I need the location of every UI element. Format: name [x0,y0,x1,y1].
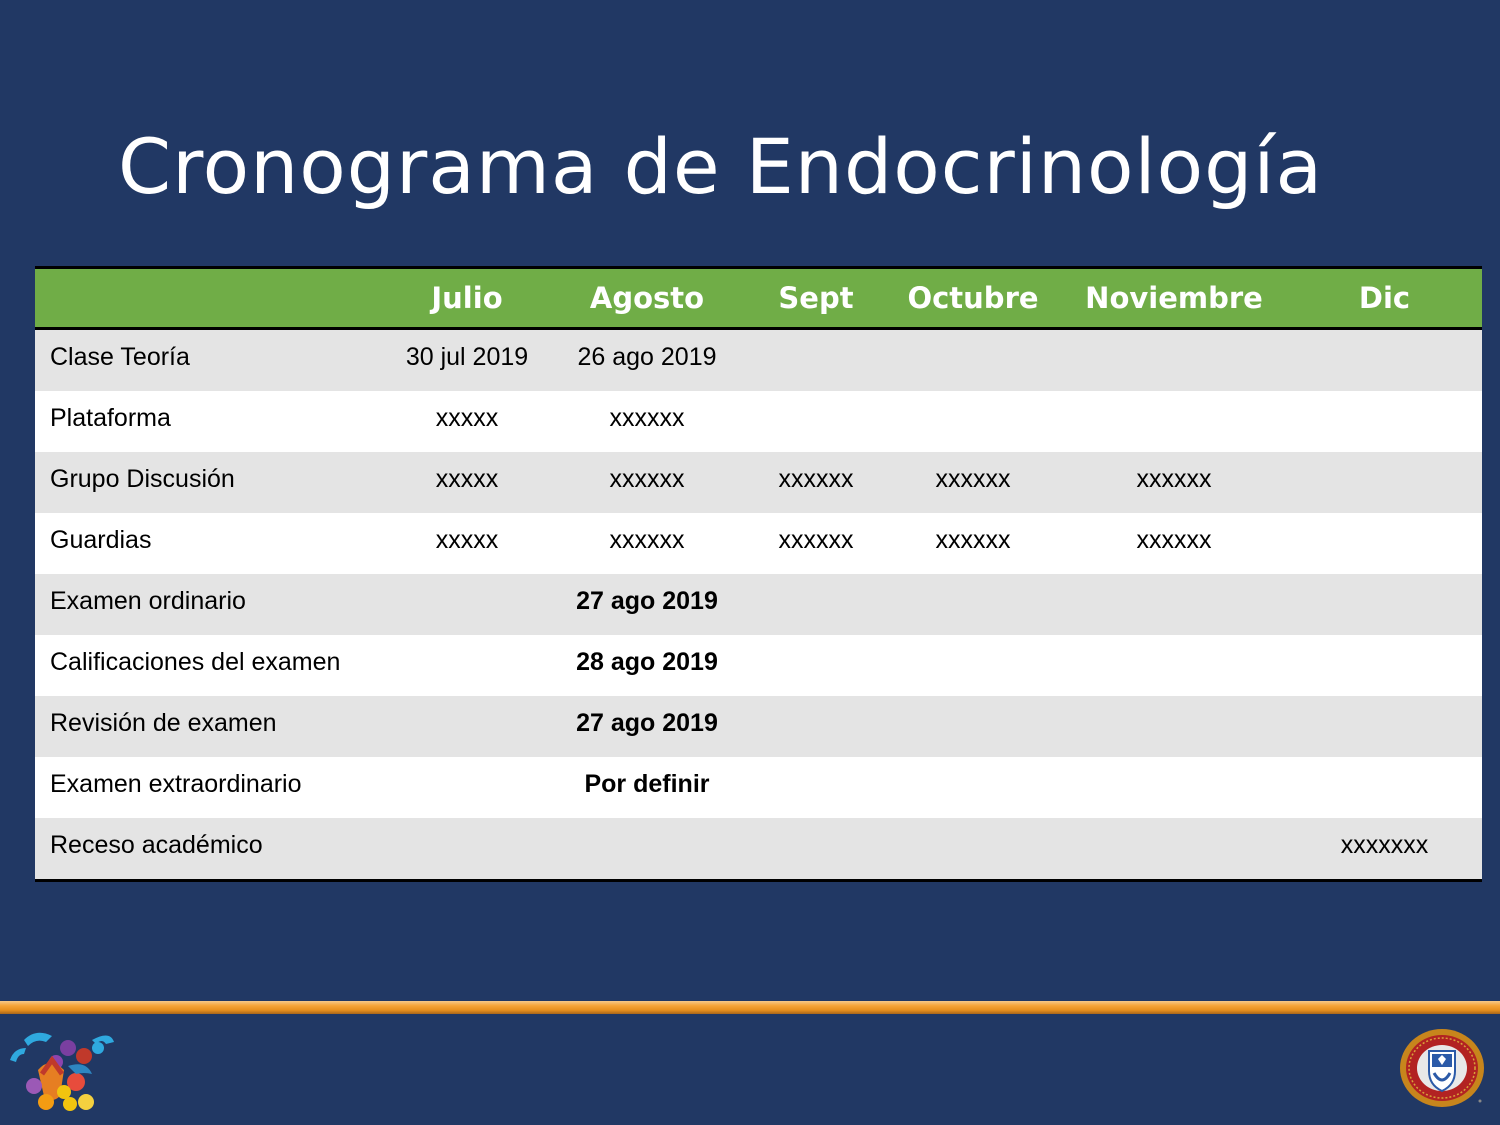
table-cell [885,574,1061,635]
row-label: Clase Teoría [35,329,387,392]
table-row [35,696,1482,757]
footer-divider [0,1001,1500,1014]
table-cell [747,391,885,452]
table-cell: xxxxxx [747,452,885,513]
faculty-colorful-logo-icon [6,1026,116,1112]
table-cell [747,757,885,818]
table-cell [387,757,547,818]
table-cell [1287,513,1482,574]
table-cell [1061,818,1287,881]
table-cell: 27 ago 2019 [547,574,747,635]
table-row [35,329,1482,392]
table-cell [1287,452,1482,513]
row-label: Examen ordinario [35,574,387,635]
row-label: Examen extraordinario [35,757,387,818]
row-label: Revisión de examen [35,696,387,757]
table-cell [747,574,885,635]
slide-title: Cronograma de Endocrinología [118,122,1324,211]
schedule-table [35,266,1482,882]
header-cell-sept: Sept [747,268,885,329]
university-seal-icon [1398,1027,1486,1109]
table-cell [1287,329,1482,392]
row-label: Receso académico [35,818,387,881]
table-cell: 26 ago 2019 [547,329,747,392]
table-cell: xxxxx [387,513,547,574]
row-label: Guardias [35,513,387,574]
table-cell [885,757,1061,818]
table-cell [747,635,885,696]
table-row [35,818,1482,881]
table-cell [885,329,1061,392]
table-cell [1287,696,1482,757]
table-cell: xxxxxx [547,391,747,452]
table-row [35,574,1482,635]
table-cell [747,696,885,757]
table-cell: xxxxxx [1061,452,1287,513]
table-cell [387,696,547,757]
table-cell [885,818,1061,881]
header-cell-empty [35,268,387,329]
table-cell [547,818,747,881]
table-cell [1287,391,1482,452]
table-cell [1061,635,1287,696]
table-cell: xxxxxx [1061,513,1287,574]
row-label: Calificaciones del examen [35,635,387,696]
row-label: Grupo Discusión [35,452,387,513]
table-cell [1061,391,1287,452]
header-row [35,268,1482,329]
table-cell [885,635,1061,696]
table-cell: xxxxx [387,452,547,513]
table-row [35,513,1482,574]
table-row [35,452,1482,513]
table-cell: xxxxxx [885,452,1061,513]
table-cell [1061,696,1287,757]
table-cell [387,818,547,881]
table-cell [1061,757,1287,818]
table-cell [1061,329,1287,392]
table-cell: xxxxxx [885,513,1061,574]
table-cell: Por definir [547,757,747,818]
row-label: Plataforma [35,391,387,452]
header-cell-agosto: Agosto [547,268,747,329]
table-cell: xxxxxx [747,513,885,574]
table-cell: 30 jul 2019 [387,329,547,392]
table-cell [747,329,885,392]
table-cell: xxxxx [387,391,547,452]
table-row [35,635,1482,696]
table-cell: 28 ago 2019 [547,635,747,696]
table-cell [1287,635,1482,696]
header-cell-octubre: Octubre [885,268,1061,329]
table-cell [885,391,1061,452]
header-cell-noviembre: Noviembre [1061,268,1287,329]
table-row [35,391,1482,452]
table-cell: 27 ago 2019 [547,696,747,757]
table-cell [387,574,547,635]
table-cell [387,635,547,696]
header-cell-dic: Dic [1287,268,1482,329]
table-cell [747,818,885,881]
table-cell [1287,757,1482,818]
table-cell [885,696,1061,757]
header-cell-julio: Julio [387,268,547,329]
table-row [35,757,1482,818]
table-cell: xxxxxx [547,452,747,513]
table-cell [1287,574,1482,635]
table-cell [1061,574,1287,635]
table-cell: xxxxxx [547,513,747,574]
table-cell: xxxxxxx [1287,818,1482,881]
